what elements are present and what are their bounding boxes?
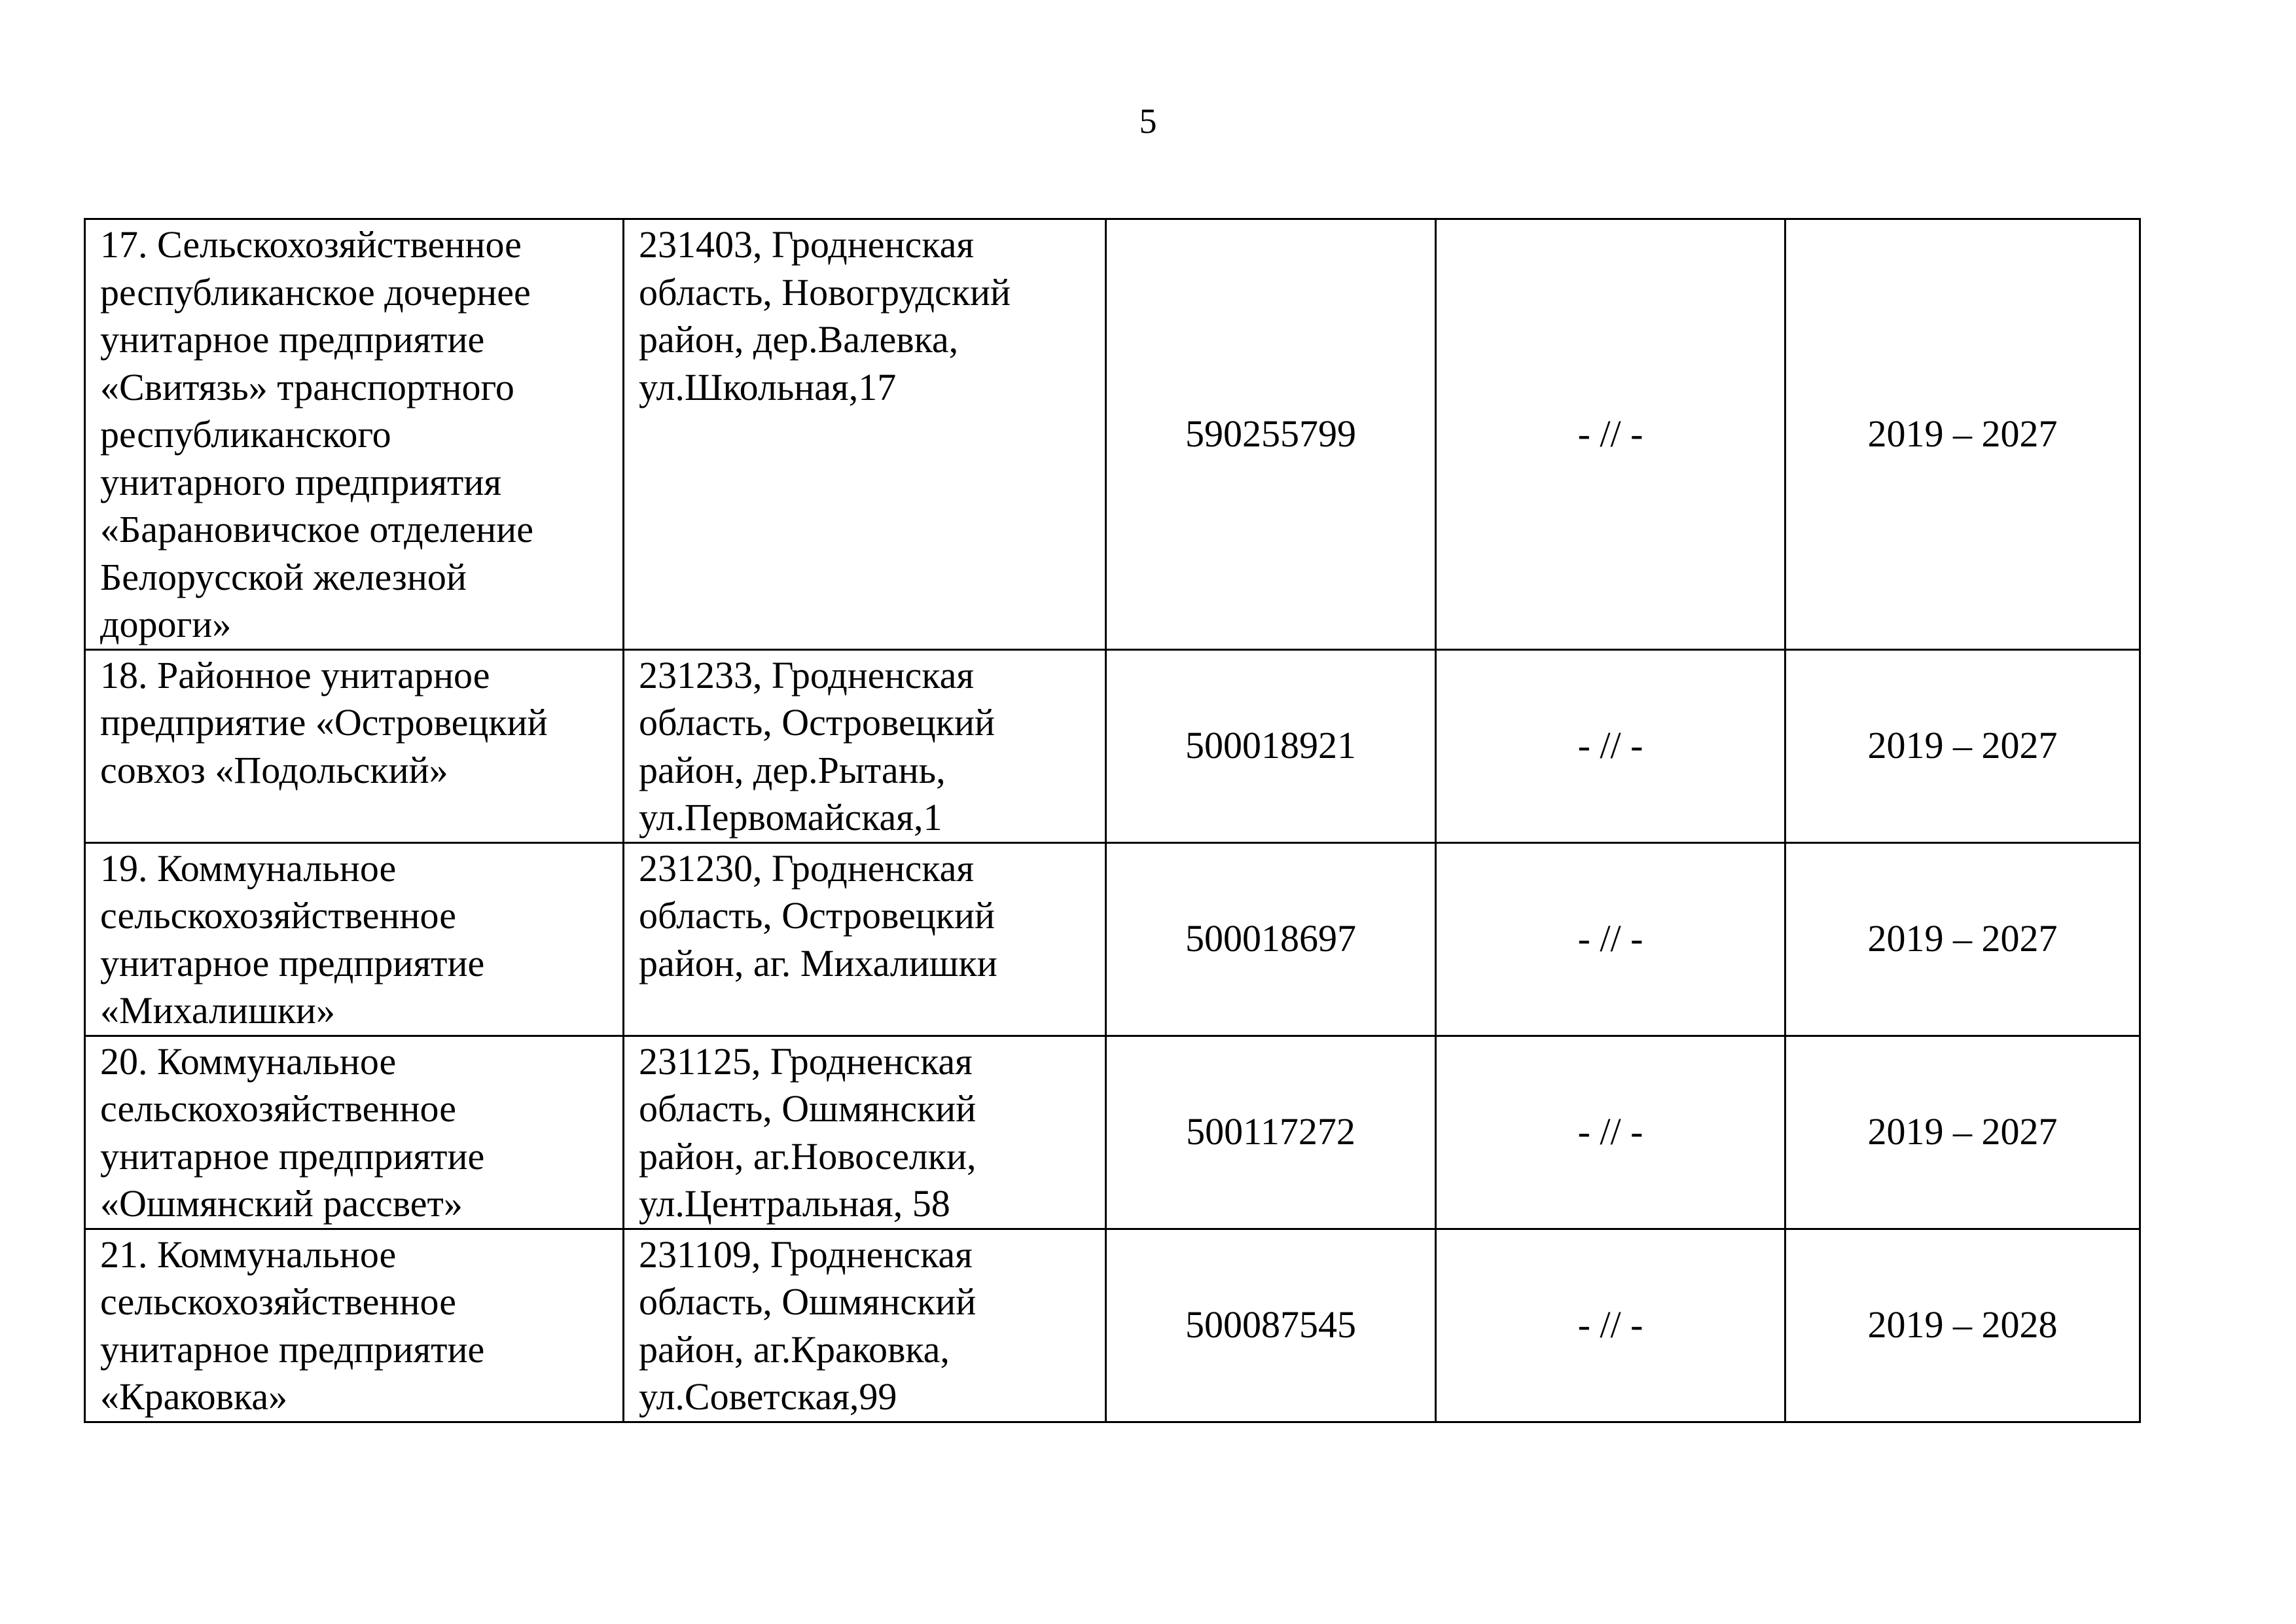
ditto-mark-cell: - // - [1436,219,1785,650]
period-cell: 2019 – 2028 [1785,1229,2140,1422]
code-cell: 500018921 [1106,649,1436,842]
code-cell: 500018697 [1106,842,1436,1036]
table-row [85,1036,2140,1229]
page-number: 5 [1139,101,1157,141]
enterprise-name-cell: 19. Коммунальное сельскохозяйственное унитарное предприятие «Михалишки» [85,842,624,1036]
period-cell: 2019 – 2027 [1785,842,2140,1036]
address-cell: 231230, Гродненская область, Островецкий район, аг. Михалишки [624,842,1106,1036]
table-row [85,1229,2140,1422]
ditto-mark-cell: - // - [1436,649,1785,842]
enterprise-name-cell: 18. Районное унитарное предприятие «Островецкий совхоз «Подольский» [85,649,624,842]
enterprise-name-cell: 20. Коммунальное сельскохозяйственное унитарное предприятие «Ошмянский рассвет» [85,1036,624,1229]
code-cell: 500087545 [1106,1229,1436,1422]
table-row [85,219,2140,650]
address-cell: 231233, Гродненская область, Островецкий район, дер.Рытань, ул.Первомайская,1 [624,649,1106,842]
table-row [85,842,2140,1036]
enterprise-name-cell: 21. Коммунальное сельскохозяйственное унитарное предприятие «Краковка» [85,1229,624,1422]
period-cell: 2019 – 2027 [1785,1036,2140,1229]
address-cell: 231109, Гродненская область, Ошмянский район, аг.Краковка, ул.Советская,99 [624,1229,1106,1422]
address-cell: 231125, Гродненская область, Ошмянский район, аг.Новоселки, ул.Центральная, 58 [624,1036,1106,1229]
ditto-mark-cell: - // - [1436,1036,1785,1229]
ditto-mark-cell: - // - [1436,842,1785,1036]
period-cell: 2019 – 2027 [1785,649,2140,842]
code-cell: 590255799 [1106,219,1436,650]
enterprise-table [84,218,2141,1423]
address-cell: 231403, Гродненская область, Новогрудский район, дер.Валевка, ул.Школьная,17 [624,219,1106,650]
table-row [85,649,2140,842]
code-cell: 500117272 [1106,1036,1436,1229]
period-cell: 2019 – 2027 [1785,219,2140,650]
enterprise-name-cell: 17. Сельскохозяйственное республиканское дочернее унитарное предприятие «Свитязь» транспортного республиканского унитарного предприятия «Барановичское отделение Белорусской железной дороги» [85,219,624,650]
ditto-mark-cell: - // - [1436,1229,1785,1422]
